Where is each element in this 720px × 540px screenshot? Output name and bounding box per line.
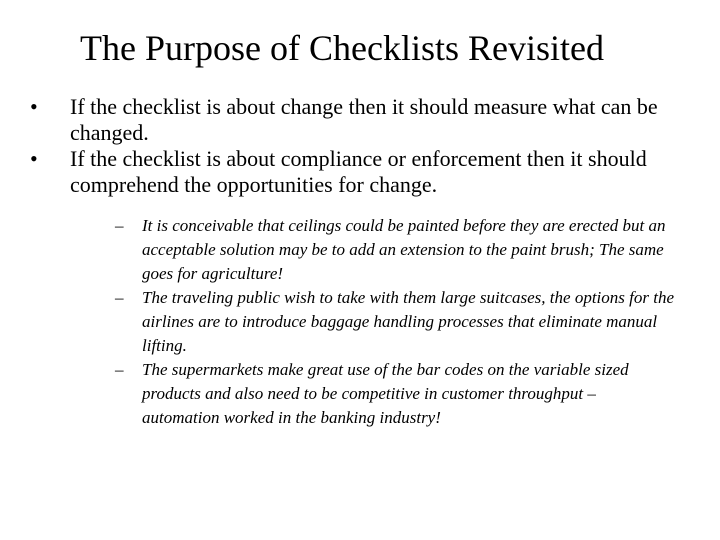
bullet-text: If the checklist is about compliance or enforcement then it should comprehend the opportunities for change. [70, 146, 647, 197]
bullet-marker: • [30, 146, 38, 171]
bullet-item [30, 94, 670, 146]
sub-bullet-text: The supermarkets make great use of the bar codes on the variable sized products and also need to be competitive in customer throughput – automation worked in the banking industry! [142, 360, 629, 427]
sub-bullet-item [70, 286, 675, 358]
dash-marker: – [115, 360, 124, 379]
dash-marker: – [115, 216, 124, 235]
slide-title: The Purpose of Checklists Revisited [80, 28, 604, 68]
bullet-list [30, 94, 674, 430]
sub-bullet-text: The traveling public wish to take with them large suitcases, the options for the airlines are to introduce baggage handling processes that eliminate manual lifting. [142, 288, 674, 355]
sub-bullet-text: It is conceivable that ceilings could be painted before they are erected but an acceptable solution may be to add an extension to the paint brush; The same goes for agriculture! [142, 216, 666, 283]
sub-bullet-item [70, 214, 675, 286]
sub-bullet-item [70, 358, 675, 430]
bullet-item [30, 146, 674, 430]
sub-bullet-list [70, 214, 674, 430]
bullet-marker: • [30, 94, 38, 119]
bullet-text: If the checklist is about change then it should measure what can be changed. [70, 94, 658, 145]
dash-marker: – [115, 288, 124, 307]
